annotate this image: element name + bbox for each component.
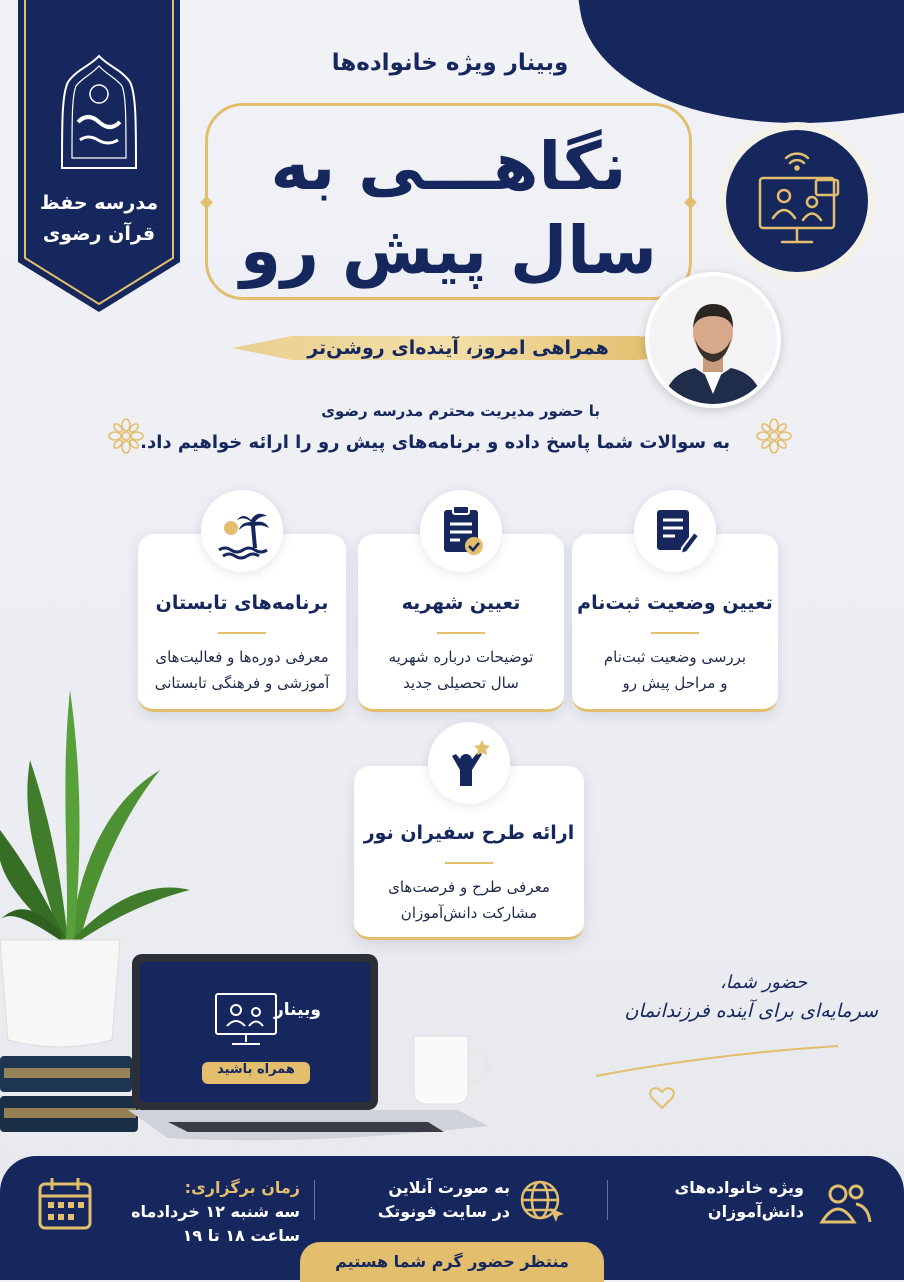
- card-text-line2: و مراحل پیش رو: [622, 674, 728, 692]
- card-title: تعیین وضعیت ثبت‌نام: [577, 592, 773, 614]
- clipboard-check-icon: [420, 490, 502, 572]
- footer-audience-line1: ویژه خانواده‌های: [674, 1178, 804, 1197]
- card-text-line1: توضیحات درباره شهریه: [388, 648, 534, 666]
- laptop-screen-label: وبینار: [274, 1000, 321, 1020]
- footer-time-hours: ساعت ۱۸ تا ۱۹: [182, 1226, 300, 1245]
- footer-audience-line2: دانش‌آموزان: [707, 1202, 804, 1221]
- calendar-icon: [36, 1176, 94, 1232]
- invite-banner: منتظر حضور گرم شما هستیم: [300, 1242, 604, 1282]
- card-title: برنامه‌های تابستان: [155, 592, 329, 614]
- tagline: همراهی امروز، آینده‌ای روشن‌تر: [307, 337, 609, 359]
- online-meeting-icon: [726, 130, 868, 272]
- flower-ornament-icon: [108, 418, 144, 454]
- school-name-line1: مدرسه حفظ: [39, 192, 159, 214]
- books-illustration: [0, 1052, 140, 1152]
- card-text-line1: معرفی دوره‌ها و فعالیت‌های: [155, 648, 329, 666]
- quote-line2: سرمایه‌ای برای آینده فرزندانمان: [624, 1000, 878, 1022]
- palm-beach-icon: [201, 490, 283, 572]
- card-title: ارائه طرح سفیران نور: [363, 822, 575, 844]
- card-registration-status: [572, 534, 778, 712]
- card-text-line1: بررسی وضعیت ثبت‌نام: [603, 648, 747, 666]
- footer-time-label: زمان برگزاری:: [184, 1178, 300, 1197]
- flower-ornament-icon: [756, 418, 792, 454]
- users-icon: [816, 1180, 874, 1228]
- school-banner: [18, 0, 180, 312]
- card-tuition: [358, 534, 564, 712]
- footer-time-date: سه شنبه ۱۲ خردادماه: [131, 1202, 300, 1221]
- card-title: تعیین شهریه: [401, 592, 521, 614]
- quote-underline-heart: [592, 1040, 842, 1110]
- title-line2: سال پیش رو: [240, 212, 657, 289]
- mug-illustration: [408, 1030, 498, 1110]
- form-icon: [634, 490, 716, 572]
- footer-online-line2: در سایت فونوتک: [377, 1202, 510, 1221]
- speaker-photo: [645, 272, 781, 408]
- laptop-join-button: همراه باشید: [217, 1062, 295, 1077]
- intro-line1: با حضور مدیریت محترم مدرسه رضوی: [321, 402, 600, 420]
- card-text-line2: مشارکت دانش‌آموزان: [400, 904, 538, 922]
- quote-line1: حضور شما،: [720, 972, 808, 993]
- person-star-icon: [428, 722, 510, 804]
- intro-line2: به سوالات شما پاسخ داده و برنامه‌های پیش رو را ارائه خواهیم داد.: [140, 432, 730, 453]
- footer-online-line1: به صورت آنلاین: [388, 1178, 510, 1197]
- webinar-subtitle: وبینار ویژه خانواده‌ها: [331, 50, 569, 76]
- card-text-line1: معرفی طرح و فرصت‌های: [388, 878, 550, 896]
- title-line1: نگاهـــی به: [270, 128, 627, 205]
- card-text-line2: آموزشی و فرهنگی تابستانی: [154, 674, 330, 692]
- school-logo: [60, 52, 138, 172]
- card-text-line2: سال تحصیلی جدید: [403, 674, 519, 692]
- card-noor-ambassadors: [354, 766, 584, 940]
- globe-icon: [518, 1178, 568, 1228]
- school-name-line2: قرآن رضوی: [42, 223, 156, 245]
